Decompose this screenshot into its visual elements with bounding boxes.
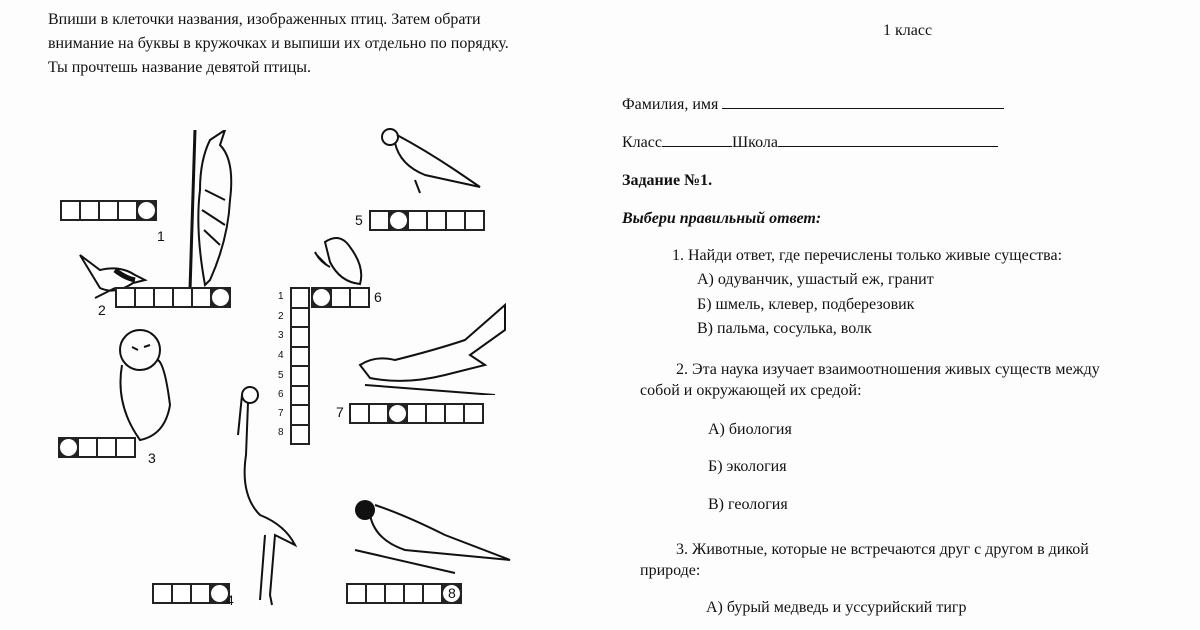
circled-letter-cell[interactable] [138, 202, 155, 219]
instructions [48, 8, 509, 80]
word-boxes-4[interactable] [152, 583, 230, 604]
letter-cell[interactable] [367, 585, 384, 602]
word-number: 4 [226, 592, 234, 608]
pigeon-illustration [375, 125, 485, 195]
letter-cell[interactable] [405, 585, 422, 602]
letter-cell[interactable] [136, 289, 153, 306]
letter-cell[interactable] [447, 212, 464, 229]
bullfinch-illustration [310, 232, 370, 287]
word-number: 8 [448, 585, 456, 601]
letter-cell[interactable] [371, 212, 388, 229]
letter-cell[interactable] [332, 289, 349, 306]
letter-cell[interactable] [154, 585, 171, 602]
circled-letter-cell[interactable] [313, 289, 330, 306]
school-label: Школа [731, 134, 778, 151]
letter-cell[interactable] [62, 202, 79, 219]
question-3-cont: природе: [640, 562, 701, 579]
name-field[interactable] [622, 96, 1004, 114]
word-number: 3 [148, 450, 156, 466]
letter-cell[interactable] [192, 585, 209, 602]
cuckoo-illustration [355, 300, 515, 395]
column-number: 6 [278, 389, 284, 400]
word-boxes-2[interactable] [115, 287, 231, 308]
question-1: 1. Найди ответ, где перечислены только живые существа: [672, 247, 1063, 264]
magpie-illustration [345, 495, 515, 575]
circled-letter-cell[interactable] [389, 405, 406, 422]
word-number: 7 [336, 404, 344, 420]
letter-cell[interactable] [119, 202, 136, 219]
column-number: 5 [278, 370, 284, 381]
answer-column[interactable] [290, 287, 310, 445]
column-number: 7 [278, 408, 284, 419]
word-boxes-3[interactable] [58, 437, 136, 458]
letter-cell[interactable] [351, 405, 368, 422]
answer-cell[interactable] [292, 367, 308, 385]
q2-option-a[interactable]: А) биология [708, 421, 792, 438]
owl-illustration [110, 325, 180, 450]
answer-cell[interactable] [292, 328, 308, 346]
letter-cell[interactable] [117, 289, 134, 306]
letter-cell[interactable] [370, 405, 387, 422]
task-instruction: Выбери правильный ответ: [622, 210, 822, 227]
circled-letter-cell[interactable] [60, 439, 77, 456]
column-number: 3 [278, 330, 284, 341]
answer-cell[interactable] [292, 387, 308, 405]
letter-cell[interactable] [428, 212, 445, 229]
circled-letter-cell[interactable] [390, 212, 407, 229]
letter-cell[interactable] [465, 405, 482, 422]
column-number: 1 [278, 291, 284, 302]
letter-cell[interactable] [466, 212, 483, 229]
name-label: Фамилия, имя [622, 96, 719, 113]
answer-cell[interactable] [292, 426, 308, 444]
letter-cell[interactable] [100, 202, 117, 219]
letter-cell[interactable] [408, 405, 425, 422]
woodpecker-illustration [180, 130, 250, 290]
column-number: 4 [278, 350, 284, 361]
q3-option-a[interactable]: А) бурый медведь и уссурийский тигр [706, 599, 967, 616]
q1-option-a[interactable]: А) одуванчик, ушастый еж, гранит [697, 271, 934, 288]
word-number: 5 [355, 212, 363, 228]
column-number: 2 [278, 311, 284, 322]
word-number: 1 [157, 228, 165, 244]
word-number: 2 [98, 302, 106, 318]
q2-option-b[interactable]: Б) экология [708, 458, 787, 475]
school-line[interactable] [778, 146, 998, 147]
letter-cell[interactable] [348, 585, 365, 602]
word-boxes-8[interactable] [346, 583, 462, 604]
letter-cell[interactable] [174, 289, 191, 306]
name-line[interactable] [722, 108, 1004, 109]
letter-cell[interactable] [386, 585, 403, 602]
class-line[interactable] [662, 146, 732, 147]
column-number: 8 [278, 427, 284, 438]
question-3: 3. Животные, которые не встречаются друг с другом в дикой [676, 541, 1089, 558]
letter-cell[interactable] [193, 289, 210, 306]
letter-cell[interactable] [424, 585, 441, 602]
letter-cell[interactable] [427, 405, 444, 422]
instruction-line: Ты прочтешь название девятой птицы. [48, 59, 312, 76]
word-boxes-6[interactable] [311, 287, 370, 308]
letter-cell[interactable] [409, 212, 426, 229]
circled-letter-cell[interactable] [212, 289, 229, 306]
question-2-cont: собой и окружающей их средой: [640, 382, 862, 399]
letter-cell[interactable] [173, 585, 190, 602]
word-boxes-5[interactable] [369, 210, 485, 231]
instruction-line: внимание на буквы в кружочках и выпиши их отдельно по порядку. [48, 35, 509, 52]
word-number: 6 [374, 289, 382, 305]
word-boxes-7[interactable] [349, 403, 484, 424]
class-school-field[interactable] [622, 134, 998, 152]
instruction-line: Впиши в клеточки названия, изображенных птиц. Затем обрати [48, 11, 481, 28]
letter-cell[interactable] [155, 289, 172, 306]
answer-cell[interactable] [292, 348, 308, 366]
grade-label: 1 класс [883, 22, 933, 39]
letter-cell[interactable] [79, 439, 96, 456]
q1-option-b[interactable]: Б) шмель, клевер, подберезовик [697, 296, 915, 313]
letter-cell[interactable] [117, 439, 134, 456]
letter-cell[interactable] [446, 405, 463, 422]
word-boxes-1[interactable] [60, 200, 157, 221]
answer-cell[interactable] [292, 406, 308, 424]
class-label: Класс [622, 134, 662, 151]
letter-cell[interactable] [98, 439, 115, 456]
answer-cell[interactable] [292, 289, 308, 307]
q1-option-c[interactable]: В) пальма, сосулька, волк [697, 320, 872, 337]
letter-cell[interactable] [81, 202, 98, 219]
letter-cell[interactable] [351, 289, 368, 306]
task-title: Задание №1. [622, 172, 713, 189]
q2-option-c[interactable]: В) геология [708, 496, 788, 513]
question-2: 2. Эта наука изучает взаимоотношения живых существ между [676, 361, 1100, 378]
answer-cell[interactable] [292, 309, 308, 327]
